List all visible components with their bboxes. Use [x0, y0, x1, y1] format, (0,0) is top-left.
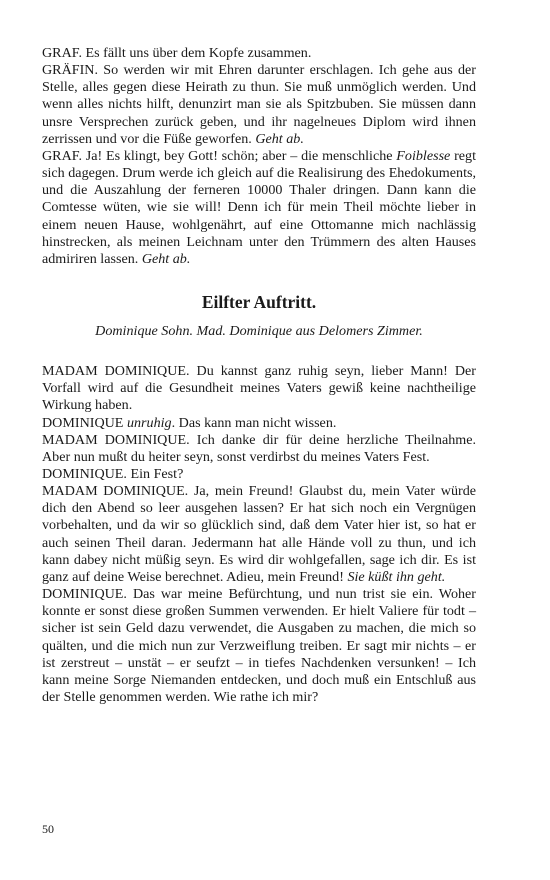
foreign-word: Foiblesse	[396, 147, 451, 164]
speaker-name: GRAF.	[42, 45, 82, 61]
speech-text: Ein Fest?	[126, 465, 184, 482]
scene-cast: Dominique Sohn. Mad. Dominique aus Delomers Zimmer.	[95, 323, 423, 340]
stage-direction: unruhig	[123, 414, 172, 431]
speaker-name: DOMINIQUE.	[42, 465, 127, 482]
stage-direction: Sie küßt ihn geht.	[347, 568, 446, 585]
speech-text: Ja, mein Freund! Glaubst du, mein Vater würde dich den Abend so leer ausgehen lassen? Er hat sich noch ein Vergnügen vorbehalten, und da wir so glücklich sind, daß dem Vater hier ist, so hat er auch seinen Theil daran. Jedermann hat alle Hände voll zu thun, und ich kann dabey nicht müßig seyn. Es wird dir wohlgefallen, sage ich dir. Es ist ganz auf deine Weise berechnet. Adieu, mein Freund!	[42, 483, 476, 585]
speech-graefin	[42, 62, 476, 148]
speaker-name: MADAM DOMINIQUE.	[42, 483, 189, 500]
speech-text: So werden wir mit Ehren darunter erschlagen. Ich gehe aus der Stelle, alles gegen diese Heirath zu thun. Sie muß unmöglich werden. Und wenn alles nichts hilft, denunzirt man sie als Spitzbuben. Sie müssen dann unsre Versprechen zurück geben, und ihr nagelneues Diplom wird ihnen zerrissen und vor die Füße geworfen.	[42, 62, 476, 147]
speech-dominique-1	[42, 415, 476, 432]
dialogue-block-1	[42, 45, 476, 268]
speech-graf-1	[42, 45, 476, 62]
scene-title: Eilfter Auftritt.	[201, 292, 317, 313]
speech-text: regt sich dagegen. Drum werde ich gleich auf die Realisirung des Ehedokuments, und die Auszahlung der ferneren 10000 Thaler dringen. Dann kann die Comtesse wüten, wie sie will! Denn ich für mein Theil möchte lieber in einem neuen Hause, wohlgenährt, auf eine Ottomanne mich nachlässig hinstrecken, als meinen Leichnam unter den Trümmern des alten Hauses admiriren lassen.	[42, 147, 476, 267]
speaker-name: MADAM DOMINIQUE.	[42, 363, 190, 380]
page-body	[42, 45, 476, 706]
speech-dominique-3	[42, 586, 476, 706]
stage-direction: Geht ab.	[255, 130, 304, 147]
speaker-name: GRÄFIN.	[42, 62, 98, 79]
speech-text: . Das kann man nicht wissen.	[171, 414, 337, 431]
speech-text: Das war meine Befürchtung, und nun trist sie ein. Woher konnte er sonst diese großen Summen verwenden. Er hielt Valiere für todt – sicher ist sein Geld dazu verwendet, die Ausgaben zu machen, die mich so quälten, und die mich nun zur Verzweiflung treiben. Er sagt mir nichts – er ist zerstreut – unstät – er seufzt – in tiefes Nachdenken versunken! – Ich kann meine Sorge Niemanden entdecken, und doch muß ein Entschluß aus der Stelle genommen werden. Wie rathe ich mir?	[42, 586, 476, 705]
speech-madam-1	[42, 363, 476, 414]
speech-text: Es fällt uns über dem Kopfe zusammen.	[82, 45, 312, 61]
stage-direction: Geht ab.	[141, 250, 191, 267]
speech-text: Du kannst ganz ruhig seyn, lieber Mann! Der Vorfall wird auf die Gesundheit meines Vaters gewiß keine nachtheilige Wirkung haben.	[42, 363, 476, 414]
speech-graf-2	[42, 148, 476, 268]
speech-text: Ja! Es klingt, bey Gott! schön; aber – die menschliche	[82, 147, 397, 164]
speaker-name: GRAF.	[42, 147, 82, 164]
speaker-name: MADAM DOMINIQUE.	[42, 431, 190, 448]
speaker-name: DOMINIQUE	[42, 414, 124, 431]
speech-madam-3	[42, 483, 476, 586]
speech-text: Ich danke dir für deine herzliche Theilnahme. Aber nun mußt du heiter seyn, sonst verdirbst du meines Vaters Fest.	[42, 431, 477, 465]
speech-madam-2	[42, 432, 476, 466]
speaker-name: DOMINIQUE.	[42, 586, 127, 603]
dialogue-block-2	[42, 363, 476, 706]
page-number: 50	[42, 822, 54, 836]
speech-dominique-2	[42, 466, 476, 483]
